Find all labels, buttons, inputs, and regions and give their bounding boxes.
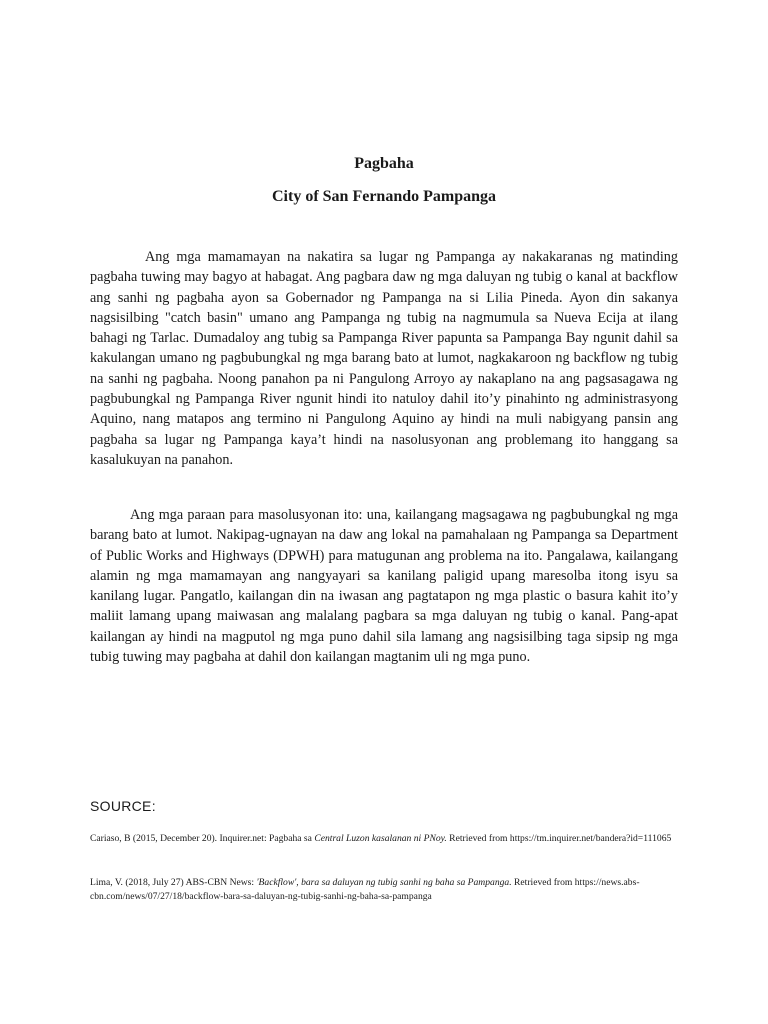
reference-text: Cariaso, B (2015, December 20). Inquirer.net: Pagbaha sa bbox=[90, 833, 315, 844]
reference-text: Lima, V. (2018, July 27) ABS-CBN News: bbox=[90, 877, 257, 888]
body-paragraph: Ang mga paraan para masolusyonan ito: una, kailangang magsagawa ng pagbubungkal ng mga barang bato at lumot. Nakipag-ugnayan na daw ang lokal na pamahalaan ng Pampanga sa Department of Public Works and Highways (DPWH) para matugunan ang problema na ito. Pangalawa, kailangang alamin ng mga mamamayan ang nangyayari sa kanilang paligid upang maresolba itong isyu sa kanilang lugar. Pangatlo, kailangan din na iwasan ang pagtatapon ng mga plastic o basura kahit ito’y maliit lamang upang maiwasan ang malalang pagbara sa mga daluyan ng tubig o kanal. Pang-apat kailangan ay hindi na magputol ng mga puno dahil sila lamang ang nagsisilbing taga sipsip ng mga tubig tuwing may pagbaha at dahil don kailangan magtanim uli ng mga puno. bbox=[90, 507, 678, 666]
document-subtitle: City of San Fernando Pampanga bbox=[271, 188, 497, 205]
source-heading: SOURCE: bbox=[90, 798, 156, 814]
reference-title: Central Luzon kasalanan ni PNoy. bbox=[314, 833, 447, 844]
document-title: Pagbaha bbox=[354, 155, 414, 172]
body-paragraph: Ang mga mamamayan na nakatira sa lugar ng Pampanga ay nakakaranas ng matinding pagbaha tuwing may bagyo at habagat. Ang pagbara daw ng mga daluyan ng tubig o kanal at backflow ang sanhi ng pagbaha ayon sa Gobernador ng Pampanga na si Lilia Pineda. Ayon din sakanya nagsisilbing "catch basin" umano ang Pampanga ng tubig na nagmumula sa Nueva Ecija at ilang bahagi ng Tarlac. Dumadaloy ang tubig sa Pampanga River papunta sa Pampanga Bay ngunit dahil sa kakulangan umano ng pagbubungkal ng mga barang bato at lumot, nagkakaroon ng backflow ng tubig na sanhi ng pagbaha. Noong panahon pa ni Pangulong Arroyo ay nakaplano na ang pagsasagawa ng pagbubungkal ng Pampanga River ngunit hindi ito natuloy dahil ito’y pinahinto ng administrasyong Aquino, nang matapos ang termino ni Pangulong Aquino ay hindi na muli nabigyang pansin ang pagbaha sa lugar ng Pampanga kaya’t hindi na nasolusyonan ang problemang ito hanggang sa kasalukuyan na panahon. bbox=[90, 249, 678, 468]
reference-text: Retrieved from https://news.abs-cbn.com/news/07/27/18/backflow-bara-sa-daluyan-ng-tubig-sanhi-ng-baha-sa-pampanga bbox=[90, 877, 640, 902]
reference-title: 'Backflow', bara sa daluyan ng tubig sanhi ng baha sa Pampanga. bbox=[256, 877, 512, 888]
reference-entry bbox=[90, 876, 676, 904]
reference-entry bbox=[90, 832, 676, 846]
reference-text: Retrieved from https://tm.inquirer.net/bandera?id=111065 bbox=[446, 833, 672, 844]
